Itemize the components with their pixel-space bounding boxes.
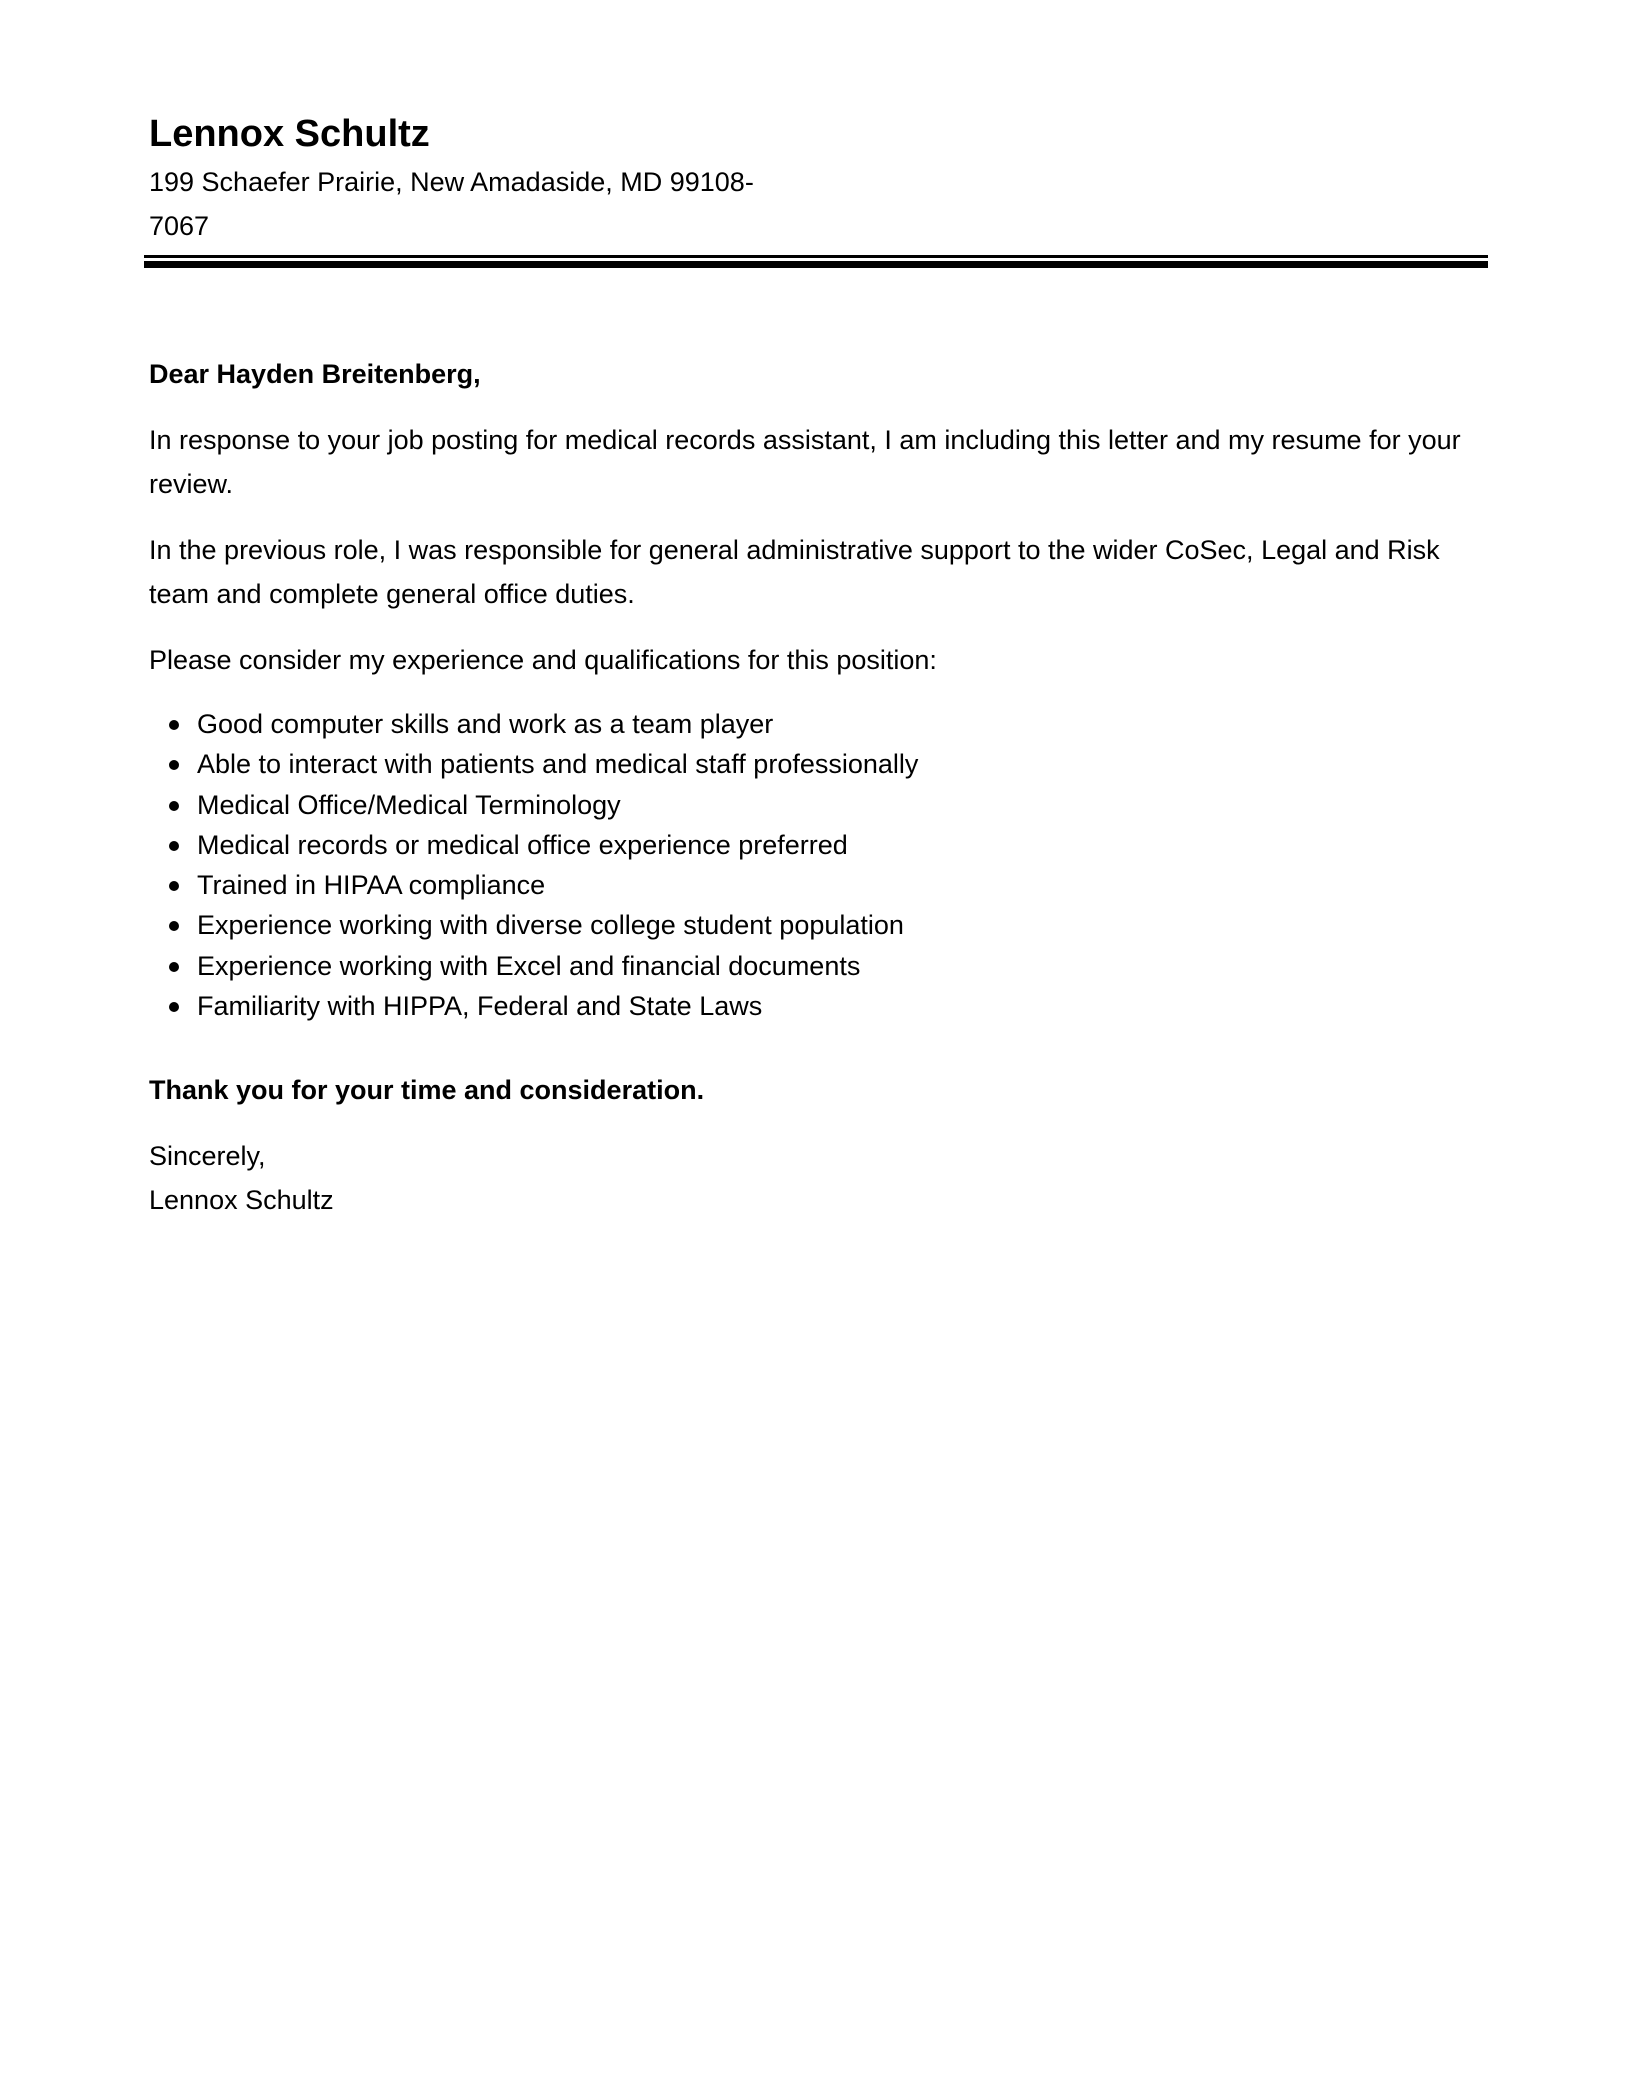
closing-block bbox=[149, 1134, 1489, 1222]
bullet-icon bbox=[169, 841, 179, 851]
list-item bbox=[149, 905, 1489, 945]
list-item-text: Familiarity with HIPPA, Federal and State Laws bbox=[197, 991, 763, 1022]
bullet-icon bbox=[169, 760, 179, 770]
list-item bbox=[149, 986, 1489, 1026]
intro-paragraph: In response to your job posting for medical records assistant, I am including this letter and my resume for your review. bbox=[149, 425, 1461, 499]
list-item-text: Medical records or medical office experience preferred bbox=[197, 829, 848, 860]
thank-you-line: Thank you for your time and consideration. bbox=[149, 1075, 705, 1105]
bullet-icon bbox=[169, 720, 179, 730]
list-item bbox=[149, 785, 1489, 825]
signature-name: Lennox Schultz bbox=[149, 1185, 334, 1215]
list-item-text: Medical Office/Medical Terminology bbox=[197, 789, 621, 820]
experience-paragraph: In the previous role, I was responsible for general administrative support to the wider CoSec, Legal and Risk team and complete general office duties. bbox=[149, 535, 1440, 609]
list-item bbox=[149, 704, 1489, 744]
qualifications-intro: Please consider my experience and qualifications for this position: bbox=[149, 645, 937, 675]
sender-address: 199 Schaefer Prairie, New Amadaside, MD 99108-7067 bbox=[149, 167, 754, 241]
header-rule-thick bbox=[144, 261, 1488, 268]
list-item-text: Trained in HIPAA compliance bbox=[197, 870, 546, 901]
sender-name: Lennox Schultz bbox=[149, 113, 430, 155]
list-item-text: Good computer skills and work as a team player bbox=[197, 709, 774, 739]
bullet-icon bbox=[169, 921, 179, 931]
list-item bbox=[149, 946, 1489, 986]
bullet-icon bbox=[169, 962, 179, 972]
header-rule-thin bbox=[144, 255, 1488, 258]
bullet-icon bbox=[169, 881, 179, 891]
salutation: Dear Hayden Breitenberg, bbox=[149, 359, 481, 389]
list-item bbox=[149, 744, 1489, 784]
closing-word: Sincerely, bbox=[149, 1141, 266, 1171]
list-item-text: Able to interact with patients and medical staff professionally bbox=[197, 749, 919, 780]
list-item bbox=[149, 865, 1489, 905]
bullet-icon bbox=[169, 1002, 179, 1012]
list-item-text: Experience working with Excel and financial documents bbox=[197, 950, 861, 981]
qualifications-list bbox=[149, 704, 1489, 1026]
list-item-text: Experience working with diverse college student population bbox=[197, 910, 904, 941]
bullet-icon bbox=[169, 801, 179, 811]
list-item bbox=[149, 825, 1489, 865]
